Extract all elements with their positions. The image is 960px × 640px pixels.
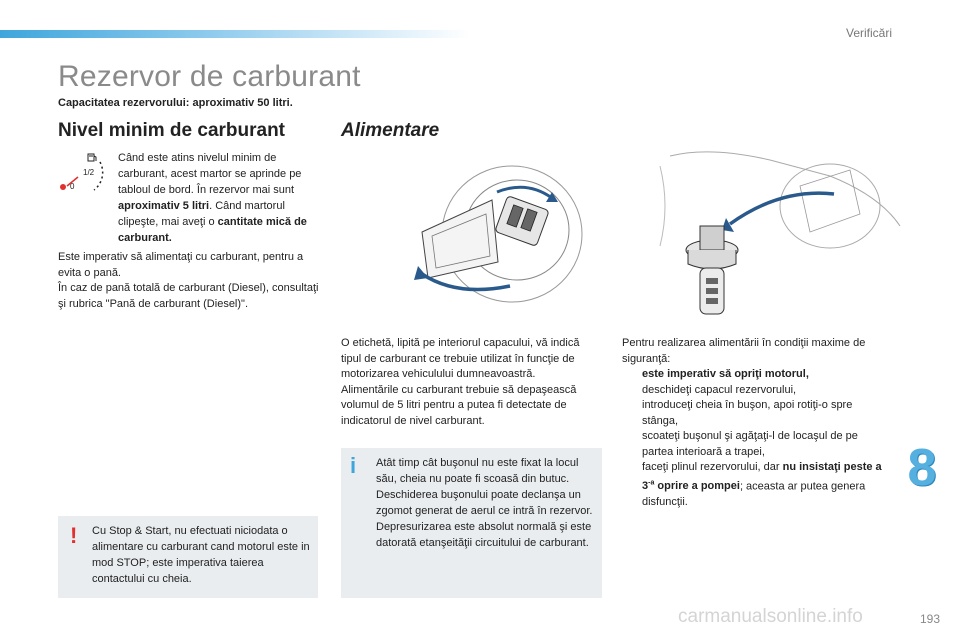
info-text [376,455,598,551]
info-icon: i [350,453,357,478]
refuelling-steps [622,336,887,510]
low-fuel-text-part1: Când este atins nivelul minim de carburant, acest martor se aprinde pe tabloul de bord. În rezervor mai sunt [118,152,302,196]
low-fuel-text-bold1: aproximativ 5 litri [118,200,210,212]
warning-text: Cu Stop & Start, nu efectuati niciodata o alimentare cu carburant cand motorul este in mod STOP; este imperativa taierea contactului cu cheia. [92,525,310,585]
list-item [622,429,887,460]
info-para2: Deschiderea buşonului poate declanşa un zgomot generat de aerul ce intră în rezervor. Depresurizarea este absolut normală şi este datorată etanşeităţii circuitului de carburant. [376,489,593,549]
refuel-necessity-para2: În caz de pană totală de carburant (Diesel), consultaţi şi rubrica "Pană de carburant (Diesel)". [58,282,319,310]
watermark: carmanualsonline.info [678,606,863,627]
step-3: introduceţi cheia în buşon, apoi rotiţi-o spre stânga, [642,399,853,427]
list-item [622,398,887,429]
heading-min-fuel-level: Nivel minim de carburant [58,120,286,141]
warning-icon: ! [70,523,78,548]
cap-removal-illustration [650,146,912,322]
refuel-necessity-para1: Este imperativ să alimentaţi cu carburant, pentru a evita o pană. [58,251,304,279]
low-fuel-text-bold2: cantitate mică de carburant. [118,216,307,244]
gauge-empty-label: 0 [70,182,75,191]
step-2: deschideţi capacul rezervorului, [642,383,797,396]
fuel-label-para2: Alimentările cu carburant trebuie să depaşească volumul de 5 litri pentru a putea fi detectate de indicatorul de nivel carburant. [341,383,577,427]
step-5-bold-a: nu insistaţi peste a 3 [642,461,882,493]
heading-refuelling: Alimentare [341,120,440,141]
low-fuel-lamp [60,184,66,190]
fuel-label-para1: O etichetă, lipită pe interiorul capacului, vă indică tipul de carburant ce trebuie utilizat în funcţie de motorizarea vehiculului dumneavoastră. [341,337,580,380]
step-5-part1: faceţi plinul rezervorului, dar [642,461,783,473]
steps-intro: Pentru realizarea alimentării în condiţii maxime de siguranţă: [622,337,866,365]
low-fuel-text-part2: . Când martorul clipeşte, mai aveţi o [118,200,285,228]
fuel-label-info [341,336,601,429]
step-5-bold-b: oprire a pompei [654,480,740,493]
fuel-pump-icon [88,154,96,161]
step-5-sup: -a [648,479,655,487]
list-item [622,460,887,510]
page-title: Rezervor de carburant [58,60,361,93]
chapter-number: 8 [907,439,937,497]
fuel-flap-illustration [362,162,584,312]
refuel-necessity-text [58,250,323,312]
page-number: 193 [919,612,940,626]
section-label: Verificări [845,26,892,40]
step-4: scoateţi buşonul şi agăţaţi-l de locaşul de pe partea interioară a trapei, [642,430,858,458]
gauge-half-label: 1/2 [83,168,95,177]
list-item [622,367,887,383]
step-5-part2: ; aceasta ar putea genera disfuncţii. [642,480,866,508]
steps-list [622,367,887,510]
fuel-gauge-icon [58,152,108,194]
step-1: este imperativ să opriţi motorul, [642,368,809,380]
header-accent-bar [0,30,470,38]
low-fuel-description [118,150,318,246]
info-para1: Atât timp cât buşonul nu este fixat la locul său, cheia nu poate fi scoasă din butuc. [376,457,579,485]
tank-capacity: Capacitatea rezervorului: aproximativ 50 litri. [58,97,293,109]
list-item [622,383,887,399]
